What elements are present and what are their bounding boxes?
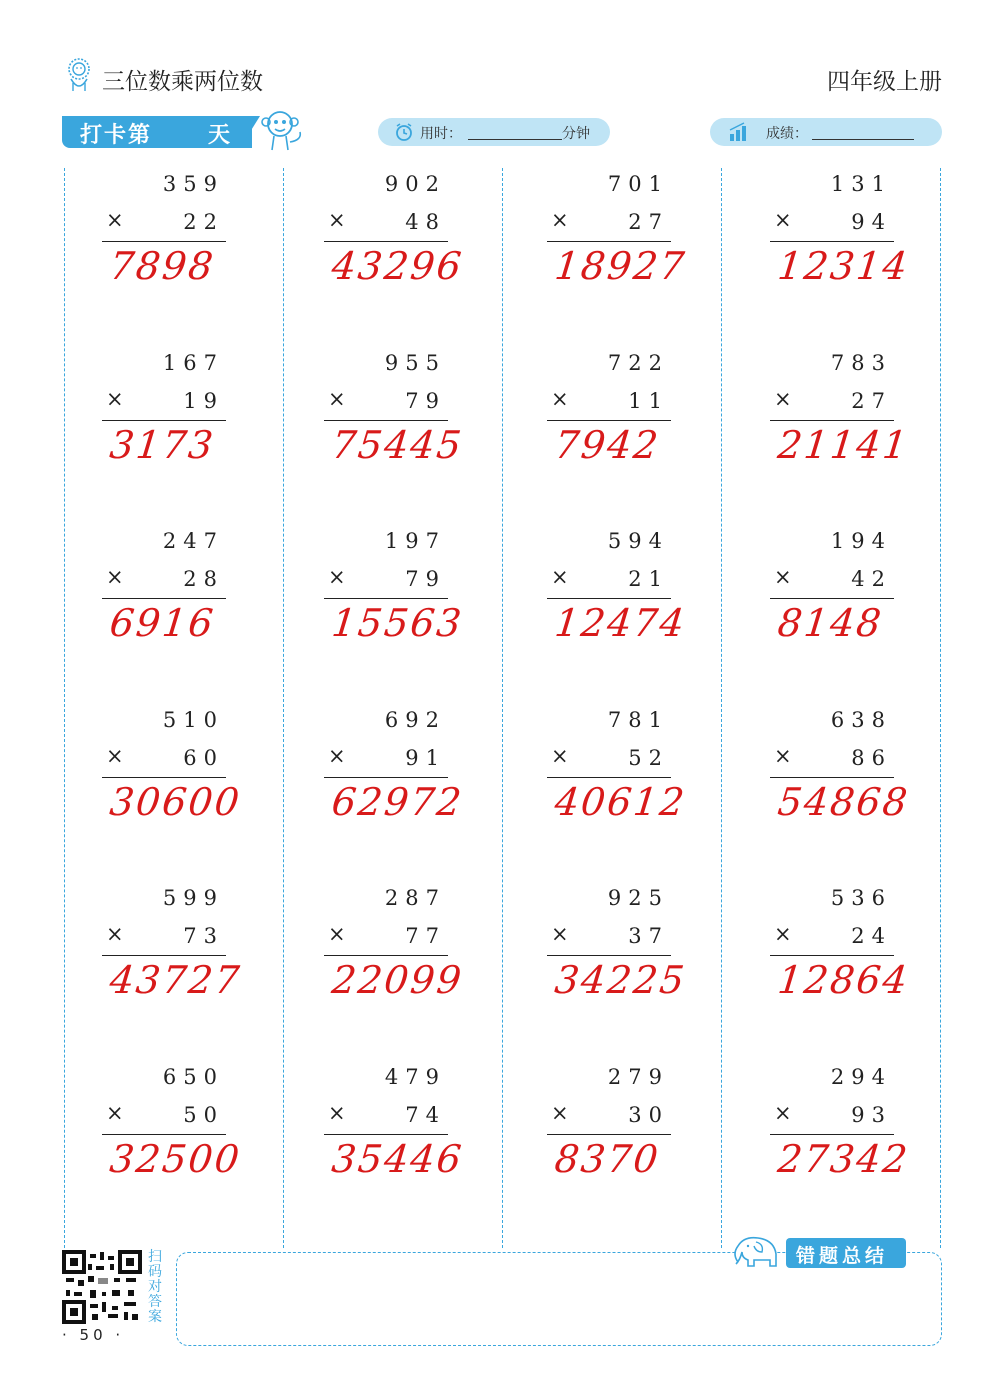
handwritten-answer: 8370: [552, 1137, 663, 1181]
handwritten-answer: 8148: [775, 601, 886, 645]
multiplication-problem: [96, 351, 236, 521]
times-sign: ×: [106, 565, 124, 589]
mistake-summary-label: 错题总结: [796, 1245, 889, 1267]
multiplicand: 287: [384, 886, 446, 910]
result-line: [547, 241, 671, 242]
result-line: [102, 420, 226, 421]
page-header: [62, 55, 942, 99]
multiplication-problem: [764, 886, 912, 1056]
multiplicand: 902: [384, 172, 446, 196]
result-line: [102, 1134, 226, 1135]
handwritten-answer: 62972: [329, 780, 466, 824]
multiplication-problem: [764, 351, 912, 521]
times-sign: ×: [551, 744, 569, 768]
handwritten-answer: 34225: [552, 958, 689, 1002]
grade-label: 四年级上册: [827, 69, 942, 95]
multiplier: 52: [628, 746, 669, 770]
elephant-icon: [730, 1232, 782, 1270]
times-sign: ×: [551, 922, 569, 946]
multiplier: 22: [183, 210, 224, 234]
multiplier: 21: [628, 567, 669, 591]
multiplication-problem: [541, 886, 689, 1056]
multiplicand: 594: [607, 529, 669, 553]
multiplicand: 783: [830, 351, 892, 375]
multiplicand: 294: [830, 1065, 892, 1089]
multiplication-problem: [764, 708, 912, 878]
multiplicand: 701: [607, 172, 669, 196]
multiplication-problem: [764, 1065, 912, 1235]
mistake-summary-tab: [786, 1238, 906, 1268]
result-line: [324, 420, 448, 421]
multiplicand: 955: [384, 351, 446, 375]
handwritten-answer: 35446: [329, 1137, 466, 1181]
result-line: [770, 1134, 894, 1135]
multiplier: 48: [405, 210, 446, 234]
column-divider: [721, 168, 722, 1248]
monkey-icon: [256, 106, 308, 154]
handwritten-answer: 7898: [107, 244, 218, 288]
multiplication-problem: [96, 886, 244, 1056]
times-sign: ×: [774, 208, 792, 232]
handwritten-answer: 27342: [775, 1137, 912, 1181]
time-label: 用时：: [420, 126, 462, 142]
multiplier: 86: [851, 746, 892, 770]
times-sign: ×: [774, 565, 792, 589]
multiplier: 77: [405, 924, 446, 948]
handwritten-answer: 22099: [329, 958, 466, 1002]
multiplication-problem: [764, 529, 904, 699]
handwritten-answer: 43727: [107, 958, 244, 1002]
handwritten-answer: 54868: [775, 780, 912, 824]
handwritten-answer: 15563: [329, 601, 466, 645]
result-line: [102, 241, 226, 242]
qr-code[interactable]: [62, 1250, 142, 1324]
multiplier: 74: [405, 1103, 446, 1127]
multiplication-problem: [541, 708, 689, 878]
result-line: [770, 777, 894, 778]
times-sign: ×: [774, 1101, 792, 1125]
handwritten-answer: 6916: [107, 601, 218, 645]
score-label: 成绩：: [766, 126, 808, 142]
multiplier: 91: [405, 746, 446, 770]
multiplicand: 599: [162, 886, 224, 910]
multiplier: 42: [851, 567, 892, 591]
score-input-line[interactable]: [812, 139, 914, 140]
multiplication-problem: [318, 529, 466, 699]
multiplier: 94: [851, 210, 892, 234]
multiplier: 27: [628, 210, 669, 234]
handwritten-answer: 32500: [107, 1137, 244, 1181]
multiplicand: 536: [830, 886, 892, 910]
multiplier: 37: [628, 924, 669, 948]
multiplicand: 359: [162, 172, 224, 196]
result-line: [324, 777, 448, 778]
times-sign: ×: [774, 922, 792, 946]
result-line: [324, 955, 448, 956]
result-line: [102, 598, 226, 599]
multiplier: 27: [851, 389, 892, 413]
result-line: [547, 420, 671, 421]
multiplier: 79: [405, 389, 446, 413]
times-sign: ×: [106, 922, 124, 946]
times-sign: ×: [551, 387, 569, 411]
multiplier: 19: [183, 389, 224, 413]
result-line: [770, 598, 894, 599]
multiplicand: 510: [162, 708, 224, 732]
result-line: [770, 241, 894, 242]
multiplication-problem: [318, 708, 466, 878]
result-line: [547, 1134, 671, 1135]
multiplier: 30: [628, 1103, 669, 1127]
checkin-day-suffix: 天: [208, 123, 231, 148]
multiplicand: 197: [384, 529, 446, 553]
result-line: [547, 598, 671, 599]
handwritten-answer: 30600: [107, 780, 244, 824]
times-sign: ×: [328, 387, 346, 411]
multiplier: 79: [405, 567, 446, 591]
multiplicand: 722: [607, 351, 669, 375]
handwritten-answer: 12314: [775, 244, 912, 288]
handwritten-answer: 75445: [329, 423, 466, 467]
times-sign: ×: [551, 1101, 569, 1125]
times-sign: ×: [106, 387, 124, 411]
page-number: · 50 ·: [62, 1326, 125, 1344]
times-sign: ×: [551, 565, 569, 589]
multiplicand: 638: [830, 708, 892, 732]
handwritten-answer: 40612: [552, 780, 689, 824]
multiplication-problem: [318, 1065, 466, 1235]
column-divider: [64, 168, 65, 1248]
times-sign: ×: [328, 744, 346, 768]
handwritten-answer: 21141: [775, 423, 912, 467]
time-input-line[interactable]: [468, 139, 562, 140]
multiplicand: 167: [162, 351, 224, 375]
result-line: [102, 955, 226, 956]
times-sign: ×: [106, 744, 124, 768]
multiplicand: 279: [607, 1065, 669, 1089]
result-line: [102, 777, 226, 778]
chart-icon: [728, 122, 750, 142]
multiplicand: 781: [607, 708, 669, 732]
multiplier: 50: [183, 1103, 224, 1127]
multiplication-problem: [318, 351, 466, 521]
column-divider: [502, 168, 503, 1248]
multiplication-problem: [96, 1065, 244, 1235]
multiplicand: 247: [162, 529, 224, 553]
time-field: [378, 118, 610, 146]
result-line: [770, 420, 894, 421]
multiplicand: 650: [162, 1065, 224, 1089]
handwritten-answer: 12864: [775, 958, 912, 1002]
handwritten-answer: 18927: [552, 244, 689, 288]
times-sign: ×: [106, 1101, 124, 1125]
multiplier: 24: [851, 924, 892, 948]
multiplication-problem: [541, 172, 689, 342]
times-sign: ×: [328, 1101, 346, 1125]
checkin-bar: [62, 116, 252, 148]
multiplication-problem: [96, 708, 244, 878]
times-sign: ×: [328, 922, 346, 946]
times-sign: ×: [328, 565, 346, 589]
multiplier: 93: [851, 1103, 892, 1127]
times-sign: ×: [328, 208, 346, 232]
handwritten-answer: 12474: [552, 601, 689, 645]
time-unit: 分钟: [562, 126, 590, 142]
multiplication-problem: [541, 529, 689, 699]
multiplication-problem: [764, 172, 912, 342]
result-line: [324, 1134, 448, 1135]
score-field: [710, 118, 942, 146]
multiplication-problem: [96, 172, 236, 342]
column-divider: [283, 168, 284, 1248]
alarm-clock-icon: [394, 122, 414, 142]
column-divider: [940, 168, 941, 1248]
multiplication-problem: [541, 351, 681, 521]
multiplication-problem: [541, 1065, 681, 1235]
multiplicand: 925: [607, 886, 669, 910]
checkin-label: 打卡第: [80, 123, 153, 148]
multiplier: 11: [628, 389, 669, 413]
handwritten-answer: 7942: [552, 423, 663, 467]
result-line: [324, 241, 448, 242]
multiplicand: 692: [384, 708, 446, 732]
handwritten-answer: 3173: [107, 423, 218, 467]
handwritten-answer: 43296: [329, 244, 466, 288]
multiplication-problem: [96, 529, 236, 699]
times-sign: ×: [106, 208, 124, 232]
scan-for-answers-label: 扫码对答案: [148, 1249, 162, 1325]
result-line: [547, 777, 671, 778]
multiplicand: 131: [830, 172, 892, 196]
times-sign: ×: [774, 387, 792, 411]
multiplier: 73: [183, 924, 224, 948]
lion-icon: [62, 57, 96, 93]
multiplication-problem: [318, 172, 466, 342]
multiplicand: 479: [384, 1065, 446, 1089]
multiplication-problem: [318, 886, 466, 1056]
result-line: [770, 955, 894, 956]
multiplicand: 194: [830, 529, 892, 553]
times-sign: ×: [774, 744, 792, 768]
multiplier: 28: [183, 567, 224, 591]
result-line: [324, 598, 448, 599]
result-line: [547, 955, 671, 956]
page-title: 三位数乘两位数: [102, 69, 263, 95]
multiplier: 60: [183, 746, 224, 770]
times-sign: ×: [551, 208, 569, 232]
